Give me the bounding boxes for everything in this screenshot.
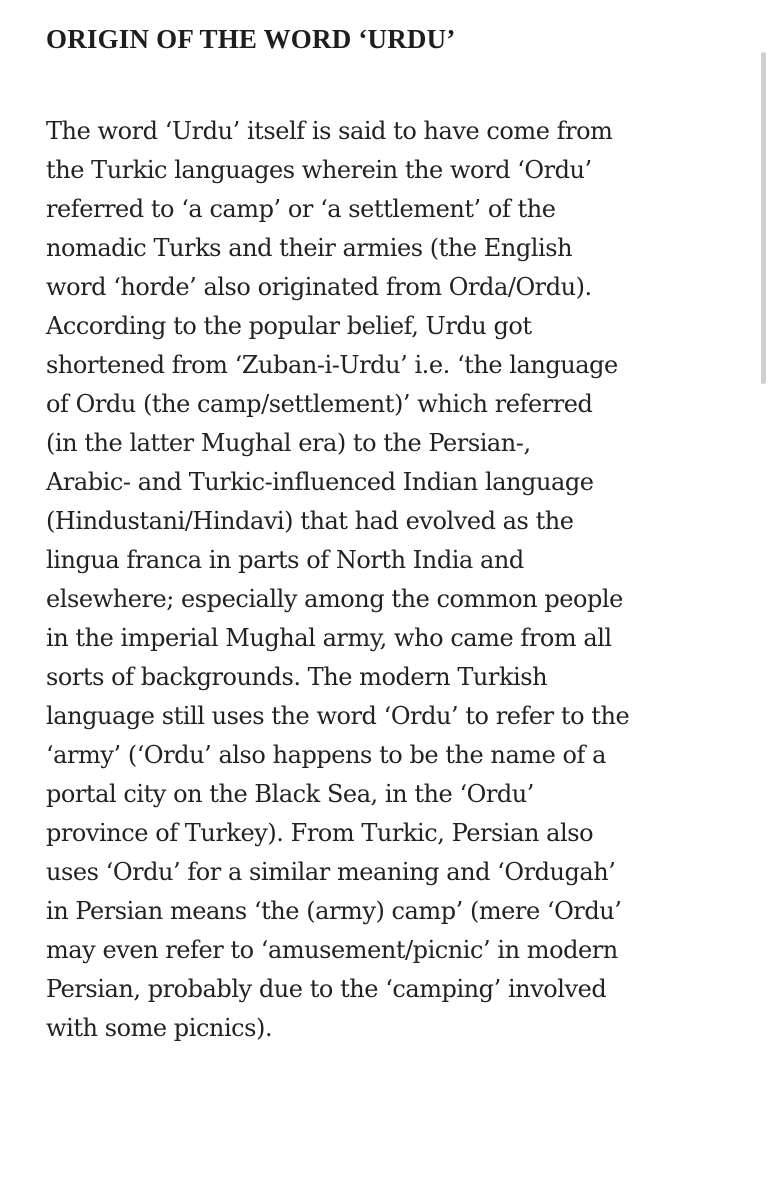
body-line: shortened from ‘Zuban-i-Urdu’ i.e. ‘the language — [46, 351, 618, 379]
body-line: word ‘horde’ also originated from Orda/Ordu). — [46, 273, 592, 301]
body-line: (in the latter Mughal era) to the Persian-, — [46, 429, 531, 457]
article-body — [46, 56, 746, 1048]
body-line: uses ‘Ordu’ for a similar meaning and ‘Ordugah’ — [46, 858, 616, 886]
body-line: with some picnics). — [46, 1014, 273, 1042]
body-line: nomadic Turks and their armies (the English — [46, 234, 573, 262]
article — [46, 0, 746, 1048]
body-line: language still uses the word ‘Ordu’ to refer to the — [46, 702, 630, 730]
body-line: of Ordu (the camp/settlement)’ which referred — [46, 390, 593, 418]
body-line: ‘army’ (‘Ordu’ also happens to be the name of a — [46, 741, 607, 769]
body-line: (Hindustani/Hindavi) that had evolved as the — [46, 507, 574, 535]
body-line: referred to ‘a camp’ or ‘a settlement’ of the — [46, 195, 556, 223]
body-line: in Persian means ‘the (army) camp’ (mere ‘Ordu’ — [46, 897, 622, 925]
body-line: According to the popular belief, Urdu got — [46, 312, 532, 340]
body-line: elsewhere; especially among the common people — [46, 585, 623, 613]
body-line: lingua franca in parts of North India and — [46, 546, 524, 574]
body-line: The word ‘Urdu’ itself is said to have come from — [46, 117, 613, 145]
vertical-scrollbar[interactable] — [761, 0, 766, 1200]
body-line: Persian, probably due to the ‘camping’ involved — [46, 975, 607, 1003]
body-line: portal city on the Black Sea, in the ‘Ordu’ — [46, 780, 534, 808]
scrollbar-thumb[interactable] — [761, 52, 766, 384]
body-line: Arabic- and Turkic-influenced Indian language — [46, 468, 594, 496]
body-line: may even refer to ‘amusement/picnic’ in modern — [46, 936, 618, 964]
body-line: the Turkic languages wherein the word ‘Ordu’ — [46, 156, 592, 184]
body-line: sorts of backgrounds. The modern Turkish — [46, 663, 548, 691]
body-line: province of Turkey). From Turkic, Persian also — [46, 819, 594, 847]
body-line: in the imperial Mughal army, who came from all — [46, 624, 612, 652]
article-heading: ORIGIN OF THE WORD ‘URDU’ — [46, 24, 456, 54]
